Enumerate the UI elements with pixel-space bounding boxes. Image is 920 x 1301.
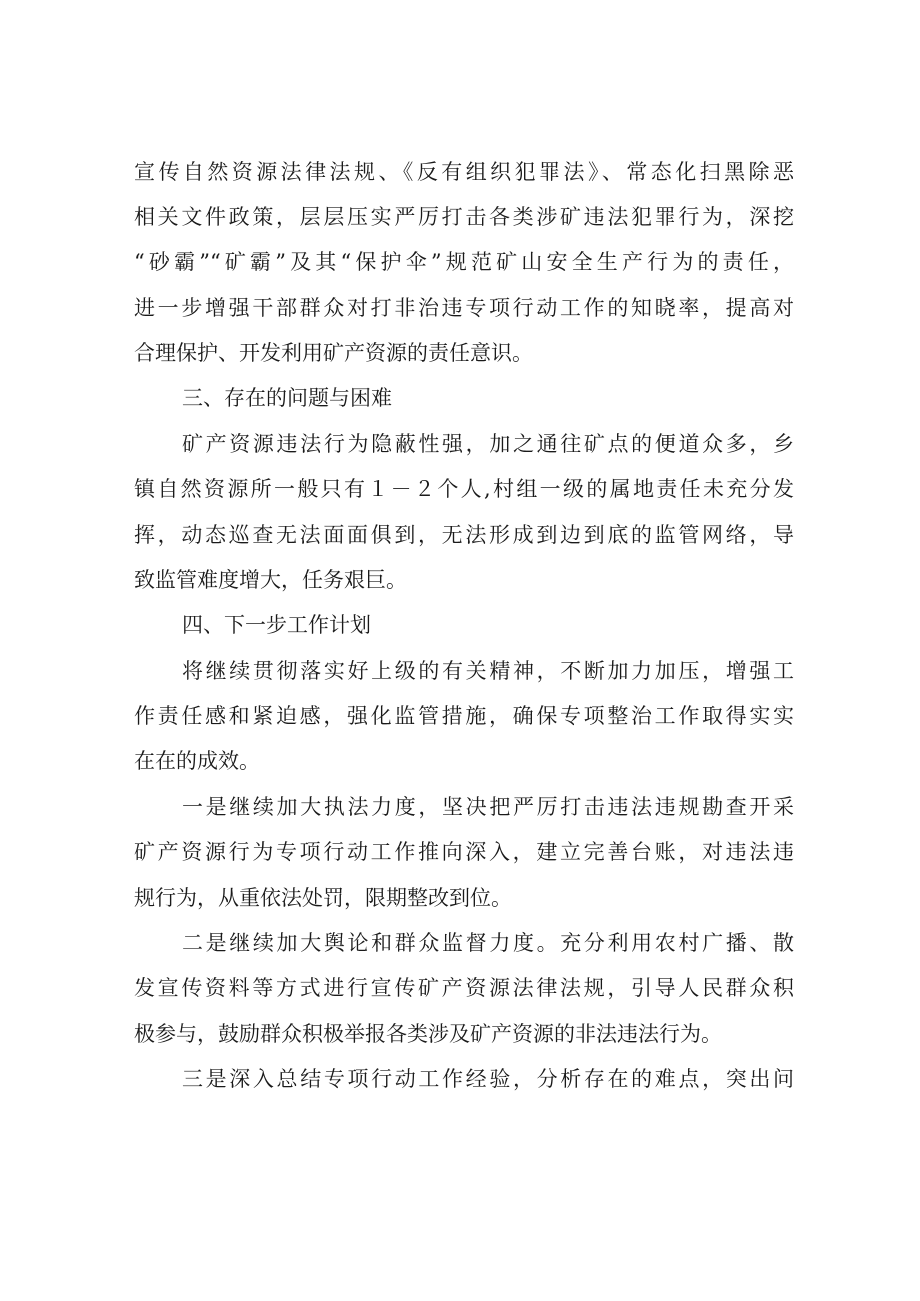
text-line: 作责任感和紧迫感，强化监管措施，确保专项整治工作取得实实	[134, 704, 794, 728]
text-line: 二是继续加大舆论和群众监督力度。充分利用农村广播、散	[182, 931, 794, 955]
text-line: 合理保护、开发利用矿产资源的责任意识。	[134, 341, 533, 365]
section-heading: 四、下一步工作计划	[182, 613, 371, 637]
text-line: 致监管难度增大，任务艰巨。	[134, 568, 407, 592]
text-line: 矿产资源违法行为隐蔽性强，加之通往矿点的便道众多，乡	[182, 432, 794, 456]
text-line: 三是深入总结专项行动工作经验，分析存在的难点，突出问	[182, 1067, 794, 1091]
text-line: 挥，动态巡查无法面面俱到，无法形成到边到底的监管网络，导	[134, 523, 794, 547]
text-line: 宣传自然资源法律法规、《反有组织犯罪法》、常态化扫黑除恶	[134, 160, 794, 184]
text-line: 极参与，鼓励群众积极举报各类涉及矿产资源的非法违法行为。	[134, 1022, 722, 1046]
text-line: 相关文件政策，层层压实严厉打击各类涉矿违法犯罪行为，深挖	[134, 205, 794, 229]
text-line: “砂霸”“矿霸”及其“保护伞”规范矿山安全生产行为的责任，	[134, 250, 794, 274]
text-line: 规行为，从重依法处罚，限期整改到位。	[134, 886, 512, 910]
text-line: 发宣传资料等方式进行宣传矿产资源法律法规，引导人民群众积	[134, 976, 794, 1000]
text-line: 进一步增强干部群众对打非治违专项行动工作的知晓率，提高对	[134, 296, 794, 320]
text-line: 在在的成效。	[134, 749, 260, 773]
text-line: 将继续贯彻落实好上级的有关精神，不断加力加压，增强工	[182, 659, 794, 683]
text-line: 镇自然资源所一般只有１－２个人,村组一级的属地责任未充分发	[134, 477, 794, 501]
section-heading: 三、存在的问题与困难	[182, 386, 392, 410]
text-line: 一是继续加大执法力度，坚决把严厉打击违法违规勘查开采	[182, 795, 794, 819]
text-line: 矿产资源行为专项行动工作推向深入，建立完善台账，对违法违	[134, 840, 794, 864]
